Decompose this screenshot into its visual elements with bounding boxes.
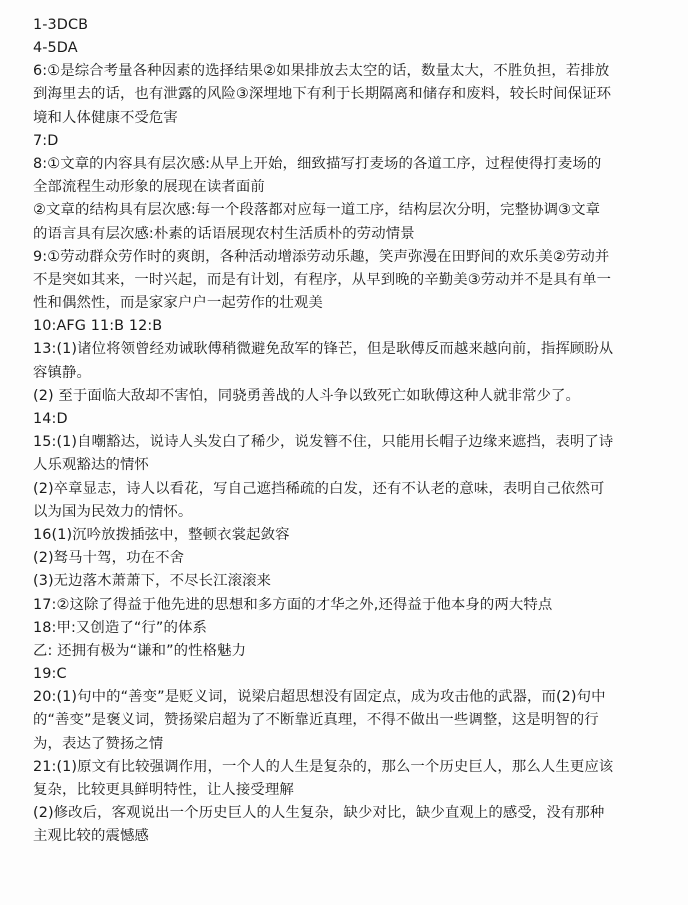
text-line: (2)修改后，客观说出一个历史巨人的人生复杂，缺少对比，缺少直观上的感受，没有那种 [33, 805, 605, 822]
text-line: ②文章的结构具有层次感:每一个段落都对应每一道工序，结构层次分明，完整协调③文章 [33, 202, 601, 219]
text-line: 9:①劳动群众劳作时的爽朗，各种活动增添劳动乐趣，笑声弥漫在田野间的欢乐美②劳动并 [33, 248, 610, 265]
text-line: 6:①是综合考量各种因素的选择结果②如果排放去太空的话，数量太大，不胜负担，若排放 [33, 63, 610, 80]
text-line: 8:①文章的内容具有层次感:从早上开始，细致描写打麦场的各道工序，过程使得打麦场的 [33, 155, 602, 172]
text-line: 复杂，比较更具鲜明特性，让人接受理解 [33, 782, 294, 798]
text-line: 19:C [33, 666, 67, 683]
text-line: 14:D [33, 411, 68, 427]
text-line: 21:(1)原文有比较强调作用，一个人的人生是复杂的，那么一个历史巨人，那么人生更应该 [33, 758, 614, 775]
text-line: 20:(1)句中的“善变”是贬义词，说梁启超思想没有固定点，成为攻击他的武器，而(2)句中 [33, 689, 606, 706]
text-line: (2)驽马十驾，功在不舍 [33, 550, 185, 567]
text-line: 7:D [33, 132, 59, 149]
text-line: 15:(1)自嘲豁达，说诗人头发白了稀少，说发簪不住，只能用长帽子边缘来遮挡，表明了诗 [33, 434, 614, 451]
text-line: (3)无边落木萧萧下，不尽长江滚滚来 [33, 573, 272, 590]
text-line: 1-3DCB [33, 17, 89, 33]
text-line: 性和偶然性，而是家家户户一起劳作的壮观美 [33, 295, 323, 312]
text-line: 17:②这除了得益于他先进的思想和多方面的才华之外,还得益于他本身的两大特点 [33, 596, 553, 613]
text-line: 容镇静。 [33, 364, 91, 381]
text-line: 的“善变”是褒义词，赞扬梁启超为了不断靠近真理，不得不做出一些调整，这是明智的行 [33, 712, 599, 729]
text-line: 13:(1)诸位将领曾经劝诫耿傅稍微避免敌军的锋芒，但是耿傅反而越来越向前，指挥顾盼从 [33, 341, 614, 358]
text-line: 4-5DA [33, 40, 78, 56]
text-line: 全部流程生动形象的展现在读者面前 [33, 179, 265, 196]
text-line: 主观比较的震憾感 [33, 828, 149, 845]
text-line: (2) 至于面临大敌却不害怕，同骁勇善战的人斗争以致死亡如耿傅这种人就非常少了。 [33, 387, 581, 404]
text-line: 16(1)沉吟放拨插弦中，整顿衣裳起敛容 [33, 526, 290, 543]
text-line: 为，表达了赞扬之情 [33, 735, 164, 752]
text-line: 的语言具有层次感:朴素的话语展现农村生活质朴的劳动情景 [33, 225, 415, 242]
text-line: 乙: 还拥有极为“谦和”的性格魅力 [33, 642, 247, 659]
text-line: 到海里去的话，也有泄露的风险③深埋地下有利于长期隔离和储存和废料，较长时间保证环 [33, 86, 612, 103]
text-line: (2)卒章显志，诗人以看花，写自己遮挡稀疏的白发，还有不认老的意味，表明自己依然可 [33, 480, 605, 497]
text-line: 境和人体健康不受危害 [33, 109, 178, 126]
text-line: 18:甲:又创造了“行”的体系 [33, 619, 207, 636]
text-line: 人乐观豁达的情怀 [33, 457, 149, 474]
text-line: 10:AFG 11:B 12:B [33, 318, 163, 335]
text-line: 以为国为民效力的情怀。 [33, 503, 193, 520]
text-line: 不是突如其来，一时兴起，而是有计划，有程序，从早到晚的辛勤美③劳动并不是具有单一 [33, 271, 612, 288]
